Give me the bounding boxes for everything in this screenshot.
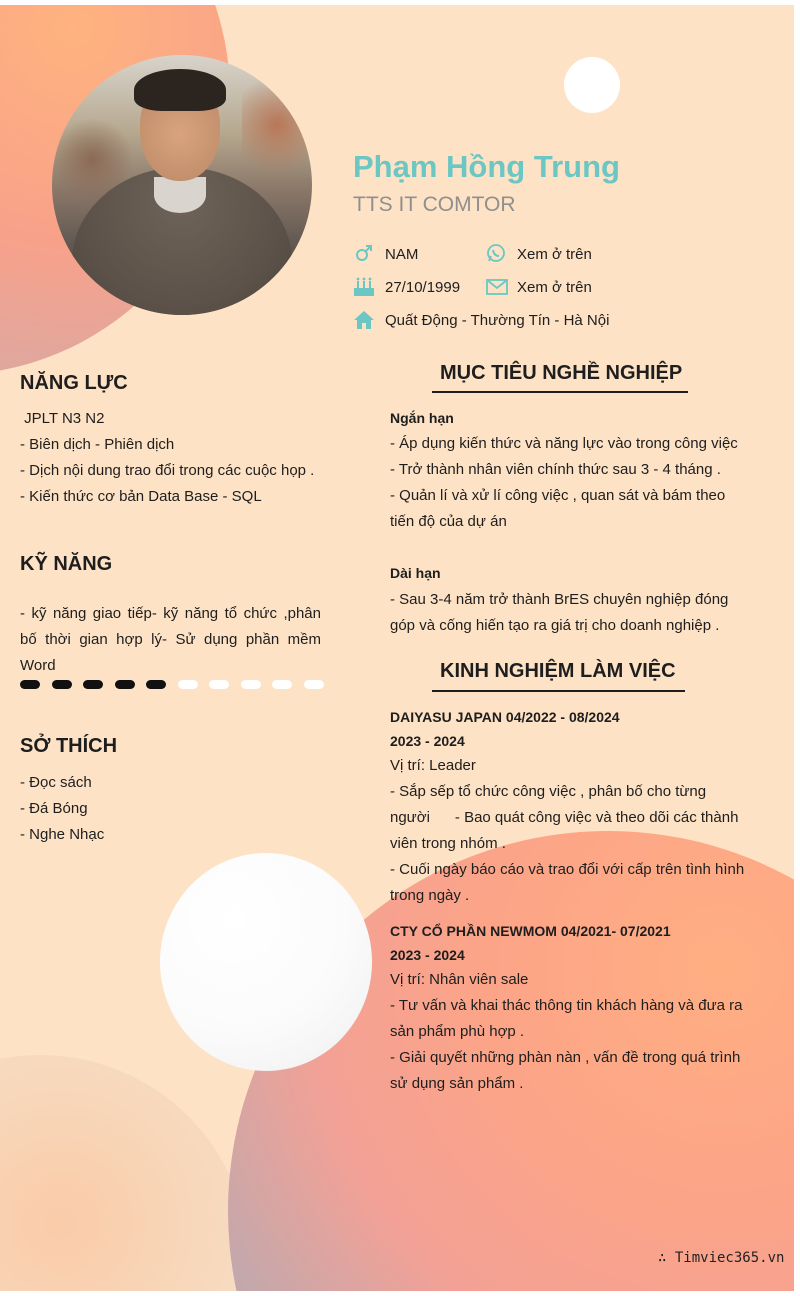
avatar-background-tree bbox=[242, 65, 312, 185]
short-term-list bbox=[390, 431, 770, 535]
kinh-nghiem-heading: KINH NGHIỆM LÀM VIỆC bbox=[440, 660, 676, 682]
birthday-cake-icon bbox=[353, 277, 375, 297]
list-item: - Quản lí và xử lí công việc , quan sát và bám theo bbox=[390, 487, 726, 504]
job-period: 2023 - 2024 bbox=[390, 733, 465, 749]
list-item: - Dịch nội dung trao đổi trong các cuộc họp . bbox=[20, 462, 315, 479]
home-icon bbox=[353, 310, 375, 330]
muc-tieu-heading: MỤC TIÊU NGHỀ NGHIỆP bbox=[440, 362, 683, 384]
whatsapp-icon bbox=[486, 243, 508, 263]
ky-nang-text bbox=[20, 601, 321, 679]
decor-dot-white bbox=[564, 57, 620, 113]
skill-segment-empty bbox=[241, 680, 261, 689]
list-item: góp và cống hiến tạo ra giá trị cho doanh nghiệp . bbox=[390, 617, 720, 634]
list-item: - Kiến thức cơ bản Data Base - SQL bbox=[20, 488, 262, 505]
nang-luc-list bbox=[20, 406, 320, 510]
list-item: - Cuối ngày báo cáo và trao đổi với cấp trên tình hình bbox=[390, 861, 745, 878]
list-item: - Tư vấn và khai thác thông tin khách hàng và đưa ra bbox=[390, 997, 743, 1014]
muc-tieu-underline bbox=[432, 391, 688, 393]
skill-segment-empty bbox=[272, 680, 292, 689]
list-item: tiến độ của dự án bbox=[390, 513, 507, 530]
cv-page bbox=[0, 5, 794, 1291]
nang-luc-heading: NĂNG LỰC bbox=[20, 372, 128, 394]
email-value: Xem ở trên bbox=[517, 279, 592, 296]
birthday-value: 27/10/1999 bbox=[385, 279, 461, 296]
list-item: - Đá Bóng bbox=[20, 800, 88, 817]
avatar bbox=[52, 55, 312, 315]
list-item: trong ngày . bbox=[390, 887, 470, 904]
phone-value: Xem ở trên bbox=[517, 246, 592, 263]
watermark: ∴ Timviec365.vn bbox=[658, 1250, 785, 1266]
skill-segment-filled bbox=[115, 680, 135, 689]
gender-value: NAM bbox=[385, 246, 419, 263]
kinh-nghiem-underline bbox=[432, 690, 685, 692]
list-item: - Giải quyết những phàn nàn , vấn đề trong quá trình bbox=[390, 1049, 741, 1066]
job-position: Vị trí: Leader bbox=[390, 757, 476, 774]
list-item: sản phẩm phù hợp . bbox=[390, 1023, 525, 1040]
address-value: Quất Động - Thường Tín - Hà Nội bbox=[385, 312, 610, 329]
job-details bbox=[390, 753, 775, 909]
list-item: - Đọc sách bbox=[20, 774, 92, 791]
job-title: TTS IT COMTOR bbox=[353, 193, 516, 216]
skill-segment-filled bbox=[83, 680, 103, 689]
skill-segment-filled bbox=[20, 680, 40, 689]
job-company: CTY CỔ PHẦN NEWMOM 04/2021- 07/2021 bbox=[390, 923, 671, 939]
list-item: - Trở thành nhân viên chính thức sau 3 - 4 tháng . bbox=[390, 461, 721, 478]
decor-circle-white bbox=[160, 853, 372, 1071]
skill-segment-filled bbox=[52, 680, 72, 689]
list-item: - Áp dụng kiến thức và năng lực vào trong công việc bbox=[390, 435, 738, 452]
long-term-label: Dài hạn bbox=[390, 565, 441, 581]
job-position: Vị trí: Nhân viên sale bbox=[390, 971, 529, 988]
list-item: - Biên dịch - Phiên dịch bbox=[20, 436, 175, 453]
so-thich-heading: SỞ THÍCH bbox=[20, 735, 118, 757]
ky-nang-description: - kỹ năng giao tiếp- kỹ năng tổ chức ,phân bố thời gian hợp lý- Sử dụng phần mềm Word bbox=[20, 605, 321, 674]
long-term-list bbox=[390, 587, 770, 639]
skill-segment-empty bbox=[209, 680, 229, 689]
skill-level-bar bbox=[20, 680, 322, 690]
list-item: người - Bao quát công việc và theo dõi các thành bbox=[390, 809, 739, 826]
list-item: - Sắp sếp tổ chức công việc , phân bố cho từng bbox=[390, 783, 707, 800]
ky-nang-heading: KỸ NĂNG bbox=[20, 553, 113, 575]
gender-icon bbox=[353, 243, 375, 263]
skill-segment-empty bbox=[304, 680, 324, 689]
avatar-hair bbox=[134, 69, 226, 111]
list-item: viên trong nhóm . bbox=[390, 835, 506, 852]
job-period: 2023 - 2024 bbox=[390, 947, 465, 963]
so-thich-list bbox=[20, 770, 320, 848]
list-item: - Nghe Nhạc bbox=[20, 826, 105, 843]
skill-segment-filled bbox=[146, 680, 166, 689]
short-term-label: Ngắn hạn bbox=[390, 410, 454, 426]
envelope-icon bbox=[486, 277, 508, 297]
decor-blob-bottom-left bbox=[0, 1055, 250, 1291]
list-item: - Sau 3-4 năm trở thành BrES chuyên nghiệp đóng bbox=[390, 591, 729, 608]
list-item: JPLT N3 N2 bbox=[20, 410, 105, 427]
job-details bbox=[390, 967, 775, 1097]
candidate-name: Phạm Hồng Trung bbox=[353, 149, 620, 184]
job-company: DAIYASU JAPAN 04/2022 - 08/2024 bbox=[390, 709, 620, 725]
list-item: sử dụng sản phẩm . bbox=[390, 1075, 524, 1092]
skill-segment-empty bbox=[178, 680, 198, 689]
avatar-collar bbox=[154, 177, 206, 213]
